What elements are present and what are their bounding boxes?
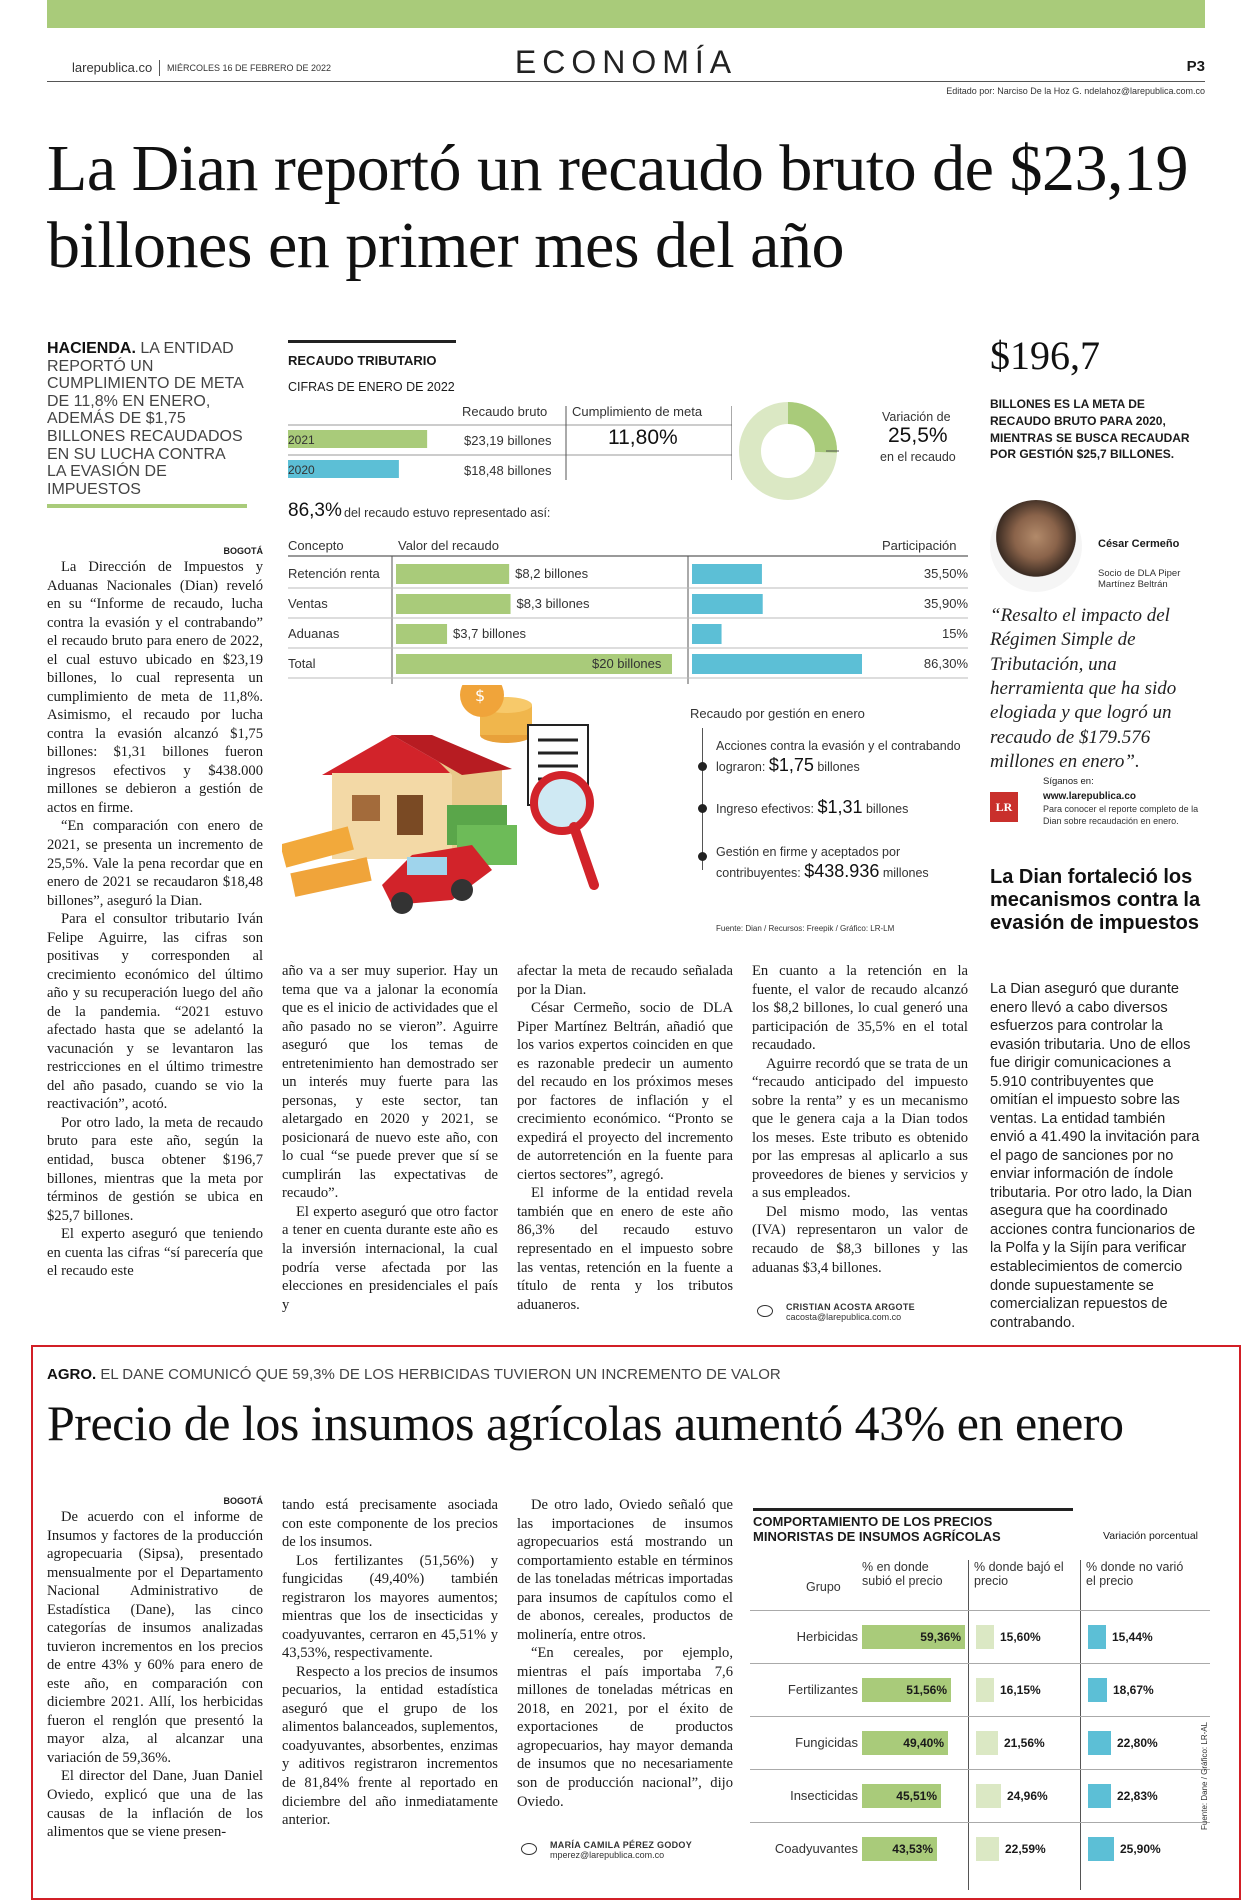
novario-value: 25,90%: [1120, 1842, 1161, 1856]
valor-bar: [396, 594, 511, 614]
novario-bar: [1088, 1678, 1107, 1702]
paragraph: En cuanto a la retención en la fuente, el valor de recaudo alcanzó los $8,2 billones, lo cual generó una participación de 35,5% en el total recaudado.: [752, 963, 968, 1054]
gestion-unit: millones: [882, 866, 929, 881]
article1-column-1: [47, 546, 263, 1281]
top-color-bar: [47, 0, 1205, 28]
paragraph: “En cereales, por ejemplo, mientras el país importaba 7,6 millones de toneladas métricas en 2018, en 2021, por el éxito de exportaciones de productos agropecuarios, hay mayor demanda de insumos que no necesariamente son de producción nacional”, dijo Oviedo.: [517, 1645, 733, 1810]
novario-bar: [1088, 1837, 1114, 1861]
novario-bar: [1088, 1731, 1111, 1755]
timeline-dot: [698, 762, 707, 771]
recaudo-infographic: [282, 340, 972, 940]
big-number: $196,7: [990, 333, 1100, 378]
valor-label: $20 billones: [592, 656, 662, 671]
byline-icon: [521, 1843, 537, 1855]
head-participacion: Participación: [882, 538, 957, 553]
valor-label: $3,7 billones: [453, 626, 527, 641]
article2-column-1: [47, 1496, 263, 1842]
person-name: César Cermeño: [1098, 538, 1180, 550]
participacion-bar: [692, 564, 762, 584]
variation-label: Variación de: [882, 410, 951, 424]
bajo-value: 21,56%: [1004, 1736, 1045, 1750]
sidebar-headline: La Dian fortaleció los mecanismos contra la evasión de impuestos: [990, 866, 1201, 934]
person-role: Socio de DLA Piper Martínez Beltrán: [1098, 568, 1181, 591]
article2-column-2: [282, 1496, 498, 1830]
person-photo: [990, 500, 1082, 592]
follow-url[interactable]: www.larepublica.co: [1043, 791, 1136, 802]
article1-column-4: [752, 962, 968, 1277]
follow-label: Síganos en:: [1043, 776, 1094, 787]
novario-bar: [1088, 1625, 1106, 1649]
paragraph: De otro lado, Oviedo señaló que las importaciones de insumos agropecuarios está mostrando un comportamiento estable en términos de las toneladas métricas importadas para insumos de capítulos como el de abonos, cereales, productos de molinería, entre otros.: [517, 1497, 733, 1643]
gestion-value: $1,31: [817, 797, 863, 817]
table-row: [750, 1822, 1210, 1875]
valor-bar: [396, 624, 447, 644]
infographic-title: RECAUDO TRIBUTARIO: [288, 340, 456, 368]
lr-logo: LR: [990, 792, 1018, 822]
bajo-value: 15,60%: [1000, 1630, 1041, 1644]
valor-label: $8,3 billones: [516, 596, 590, 611]
table-row: [750, 1610, 1210, 1663]
head-valor: Valor del recaudo: [398, 538, 499, 553]
table-source: Fuente: Dane / Gráfico: LR-AL: [1200, 1721, 1209, 1830]
gestion-unit: billones: [817, 760, 860, 775]
follow-text: Para conocer el reporte completo de la Dian sobre recaudación en enero.: [1043, 804, 1199, 826]
timeline-dot: [698, 804, 707, 813]
participacion-label: 15%: [941, 626, 968, 641]
subio-bar: 49,40%: [862, 1731, 948, 1755]
participacion-bar: [692, 624, 722, 644]
byline-name: CRISTIAN ACOSTA ARGOTE: [786, 1302, 915, 1312]
group-label: Herbicidas: [796, 1629, 858, 1644]
concept-label: Retención renta: [288, 566, 380, 581]
page-number: P3: [1186, 58, 1205, 75]
section-title: ECONOMÍA: [514, 44, 738, 80]
kicker-text: LA ENTIDAD REPORTÓ UN CUMPLIMIENTO DE META DE 11,8% EN ENERO, ADEMÁS DE $1,75 BILLONES RECAUDADOS EN SU LUCHA CONTRA LA EVASIÓN DE IMPUESTOS: [47, 340, 243, 498]
subio-bar: 59,36%: [862, 1625, 965, 1649]
concept-label: Ventas: [288, 596, 328, 611]
share-percent: 86,3%: [288, 500, 342, 521]
gestion-unit: billones: [865, 802, 909, 816]
gestion-text: Gestión en firme y aceptados por contribuyentes:: [716, 845, 901, 881]
novario-value: 22,80%: [1117, 1736, 1158, 1750]
paragraph: Del mismo modo, las ventas (IVA) representaron un valor de recaudo de $8,3 billones y las aduanas $3,4 billones.: [752, 1203, 968, 1276]
novario-value: 22,83%: [1117, 1789, 1158, 1803]
paragraph: La Dirección de Impuestos y Aduanas Nacionales (Dian) reveló en su “Informe de recaudo, lucha contra la evasión y el contrabando” el recaudo bruto para enero de 2022, el cual estuvo ubicado en $23,19 billones, lo cual representa un cumplimiento de meta de 11,8%. Asimismo, el recaudo por lucha contra la evasión alcanzó $1,75 billones: $1,31 billones fueron ingresos efectivos y $438.000 millones se debieron a gestión de actos en firme.: [47, 559, 263, 816]
gestion-value: $438.936: [804, 861, 880, 882]
article-kicker: [47, 340, 247, 508]
gestion-title: Recaudo por gestión en enero: [690, 706, 865, 721]
paragraph: Por otro lado, la meta de recaudo bruto para este año, según la entidad, busca obtener $196,7 billones, mientras que la meta por términos de gestión se ubica en $25,7 billones.: [47, 1114, 263, 1224]
variation-suffix: en el recaudo: [880, 450, 956, 464]
valor-label: $8,2 billones: [515, 566, 589, 581]
paragraph: César Cermeño, socio de DLA Piper Martínez Beltrán, añadió que los varios expertos coinciden en que es razonable predecir un aumento del recaudo en los próximos meses por factores de inflación y el crecimiento económico. “Pronto se expedirá el proyecto del incremento de autorretención en la fuente para ciertos sectores”, agregó.: [517, 1000, 733, 1183]
byline: [550, 1840, 692, 1860]
paragraph: afectar la meta de recaudo señalada por la Dian.: [517, 963, 733, 998]
paragraph: Aguirre recordó que se trata de un “recaudo anticipado del impuesto sobre la renta” y es un mecanismo que le genera caja a la Dian todos los meses. Este tributo es obtenido por las empresas al aplicarlo a sus proveedores de bienes y servicios y a sus empleados.: [752, 1055, 968, 1202]
kicker-text: EL DANE COMUNICÓ QUE 59,3% DE LOS HERBICIDAS TUVIERON UN INCREMENTO DE VALOR: [96, 1366, 781, 1383]
variation-value: 25,5%: [888, 424, 948, 447]
participacion-label: 35,90%: [923, 596, 968, 611]
table-row: [750, 1663, 1210, 1716]
bajo-value: 24,96%: [1007, 1789, 1048, 1803]
bajo-bar: [976, 1625, 994, 1649]
main-headline: La Dian reportó un recaudo bruto de $23,19 billones en primer mes del año: [47, 132, 1188, 283]
paragraph: De acuerdo con el informe de Insumos y factores de la producción agropecuaria (Sipsa), presentado mensualmente por el Departamento Nacional Administrativo de Estadística (Dane), las cinco categorías de insumos analizadas tuvieron incrementos en los precios de entre 43% y 60% para enero de este año, en comparación con diciembre 2021. Allí, los herbicidas fueron el renglón que presentó la mayor alza, al alcanzar una variación de 59,36%.: [47, 1509, 263, 1766]
svg-text:$: $: [475, 686, 486, 705]
group-label: Fertilizantes: [787, 1682, 858, 1697]
col-subio: % en donde subió el precio: [862, 1560, 943, 1589]
participacion-label: 35,50%: [923, 566, 968, 581]
paragraph: El experto aseguró que teniendo en cuenta las cifras “sí parecería que el recaudo este: [47, 1226, 263, 1280]
bajo-value: 22,59%: [1005, 1842, 1046, 1856]
head-concepto: Concepto: [288, 538, 344, 553]
site-name: larepublica.co: [72, 60, 153, 75]
year-label: 2020: [288, 463, 315, 477]
pull-quote: “Resalto el impacto del Régimen Simple de Tributación, una herramienta que ha sido elogiada y que logró un recaudo de $179.576 millones en enero”.: [990, 605, 1177, 772]
cumplimiento-value: 11,80%: [608, 426, 678, 449]
col-novario: % donde no varió el precio: [1086, 1560, 1184, 1589]
novario-value: 18,67%: [1113, 1683, 1154, 1697]
house-money-illustration: [282, 685, 622, 925]
gestion-item: [716, 796, 976, 819]
byline-email[interactable]: mperez@larepublica.com.co: [550, 1850, 665, 1860]
col-recaudo-bruto: Recaudo bruto: [462, 404, 548, 419]
subio-bar: 43,53%: [862, 1837, 937, 1861]
article1-column-3: [517, 962, 733, 1314]
byline-email[interactable]: cacosta@larepublica.com.co: [786, 1312, 902, 1322]
timeline-dot: [698, 852, 707, 861]
concept-label: Aduanas: [288, 626, 340, 641]
byline-name: MARÍA CAMILA PÉREZ GODOY: [550, 1840, 693, 1850]
year-value-label: $18,48 billones: [464, 463, 552, 478]
group-label: Coadyuvantes: [774, 1841, 858, 1856]
valor-bar: [396, 564, 509, 584]
table-title: COMPORTAMIENTO DE LOS PRECIOS MINORISTAS DE INSUMOS AGRÍCOLAS: [753, 1508, 1073, 1545]
article2-headline: Precio de los insumos agrícolas aumentó 43% en enero: [47, 1395, 1124, 1451]
col-cumplimiento: Cumplimiento de meta: [572, 404, 703, 419]
paragraph: año va a ser muy superior. Hay un tema que va a jalonar la economía que es el inicio de actividades que el año pasado no se vieron”. Aguirre aseguró que los temas de entretenimiento han demostrado ser un interés muy fuerte para las personas, y este sector, tan aletargado en 2020 y 2021, se posicionará de nuevo este año, con lo cual “se puede prever que sí se cumplirán las expectativas de recaudo”.: [282, 963, 498, 1202]
paragraph: El director del Dane, Juan Daniel Oviedo, explicó que una de las causas de la inflación de los alimentos que se viene presen-: [47, 1768, 263, 1841]
byline-icon: [757, 1305, 773, 1317]
dateline: BOGOTÁ: [223, 546, 263, 556]
bajo-value: 16,15%: [1000, 1683, 1041, 1697]
paragraph: tando está precisamente asociada con este componente de los precios de los insumos.: [282, 1497, 498, 1551]
novario-bar: [1088, 1784, 1111, 1808]
bajo-bar: [976, 1731, 998, 1755]
subio-bar: 45,51%: [862, 1784, 941, 1808]
kicker-tag: HACIENDA.: [47, 340, 136, 357]
page-header: [47, 44, 1205, 82]
kicker-tag: AGRO.: [47, 1366, 97, 1383]
share-text: del recaudo estuvo representado así:: [344, 506, 551, 520]
article2-kicker: [47, 1366, 781, 1383]
table-row: [750, 1769, 1210, 1822]
bajo-bar: [976, 1837, 999, 1861]
big-number-caption: BILLONES ES LA META DE RECAUDO BRUTO PARA 2020, MIENTRAS SE BUSCA RECAUDAR POR GESTIÓN $25,7 BILLONES.: [990, 397, 1190, 462]
article2-column-3: [517, 1496, 733, 1811]
paragraph: “En comparación con enero de 2021, se presenta un incremento de 25,5%. Vale la pena recordar que en enero de 2021 se recaudaron $18,48 billones”, aseguró la Dian.: [47, 818, 263, 909]
editor-credit: Editado por: Narciso De la Hoz G. ndelahoz@larepublica.com.co: [946, 86, 1205, 96]
gestion-timeline: [702, 728, 703, 870]
gestion-text: Ingreso efectivos:: [716, 802, 814, 816]
col-grupo: Grupo: [806, 1580, 841, 1594]
paragraph: Para el consultor tributario Iván Felipe Aguirre, las cifras son positivas y corresponden al crecimiento económico del último año y su recuperación luego del año de la pandemia. “2021 estuvo afectado hasta que se adelantó la vacunación y se levantaron las restricciones en el último trimestre del año pasado, cuando se vio la reactivación”, acotó.: [47, 911, 263, 1113]
table-variation-label: Variación porcentual: [1103, 1530, 1198, 1542]
participacion-bar: [692, 594, 763, 614]
gestion-text: Acciones contra la evasión y el contrabando lograron:: [716, 739, 961, 775]
participacion-label: 86,30%: [923, 656, 968, 671]
byline: [786, 1302, 915, 1322]
participacion-bar: [692, 654, 862, 674]
group-label: Insecticidas: [790, 1788, 858, 1803]
infographic-subtitle: CIFRAS DE ENERO DE 2022: [288, 380, 455, 394]
paragraph: Los fertilizantes (51,56%) y fungicidas (49,40%) también registraron los mayores aumentos; mientras que los de insecticidas y coadyuvantes, cerraron en 45,51% y 43,53%, respectivamente.: [282, 1552, 498, 1662]
table-row: [750, 1716, 1210, 1769]
dateline: BOGOTÁ: [223, 1496, 263, 1506]
novario-value: 15,44%: [1112, 1630, 1153, 1644]
col-bajo: % donde bajó el precio: [974, 1560, 1064, 1589]
bajo-bar: [976, 1678, 994, 1702]
subio-bar: 51,56%: [862, 1678, 951, 1702]
paragraph: El informe de la entidad revela también que en enero de este año 86,3% del recaudo estuvo representado en el impuesto sobre las ventas, retención en la fuente a título de renta y los tributos aduaneros.: [517, 1185, 733, 1313]
gestion-item: [716, 738, 976, 778]
sidebar-body: La Dian aseguró que durante enero llevó a cabo diversos esfuerzos para controlar la evasión tributaria. Uno de ellos fue dirigir comunicaciones a 5.910 contribuyentes que omitían el impuesto sobre las ventas. La entidad también envió a 41.490 la invitación para el pago de sanciones por no enviar información de índole tributaria. Por otro lado, la Dian asegura que ha coordinado acciones contra funcionarios de la Polfa y la Sijín para verificar establecimientos de comercio donde supuestamente se comercializan repuestos de contrabando.: [990, 981, 1200, 1331]
paragraph: El experto aseguró que otro factor a tener en cuenta durante este año es la inversión internacional, la cual podría verse afectada por las elecciones en presidenciales el país y: [282, 1203, 498, 1313]
bajo-bar: [976, 1784, 1001, 1808]
infographic-source: Fuente: Dian / Recursos: Freepik / Gráfico: LR-LM: [716, 924, 895, 933]
article1-column-2: [282, 962, 498, 1314]
year-label: 2021: [288, 433, 315, 447]
paragraph: Respecto a los precios de insumos pecuarios, la entidad estadística aseguró que el grupo de los alimentos balanceados, suplementos, coadyuvantes, absorbentes, enzimas y aditivos registraron incrementos de 81,84% frente al reportado en diciembre del año inmediatamente anterior.: [282, 1663, 498, 1829]
issue-date: MIÉRCOLES 16 DE FEBRERO DE 2022: [167, 63, 332, 73]
group-label: Fungicidas: [795, 1735, 858, 1750]
year-value-label: $23,19 billones: [464, 433, 552, 448]
concept-label: Total: [288, 656, 316, 671]
gestion-item: [716, 844, 976, 884]
variation-donut: [737, 400, 839, 502]
gestion-value: $1,75: [768, 755, 814, 776]
